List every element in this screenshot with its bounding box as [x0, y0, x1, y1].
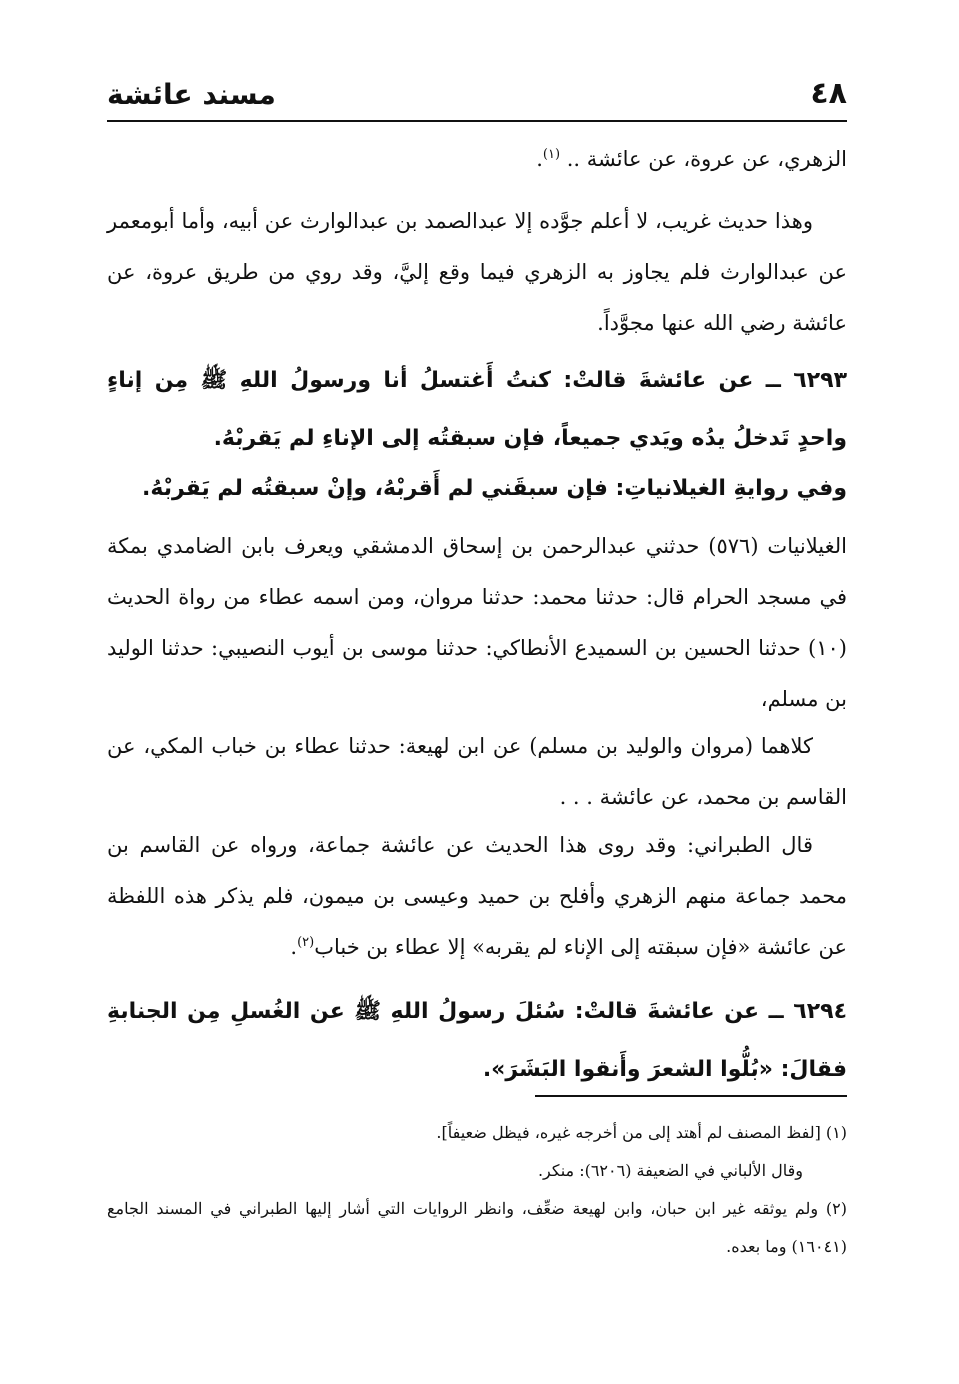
paragraph-chain: كلاهما (مروان والوليد بن مسلم) عن ابن لهيعة: حدثنا عطاء بن خباب المكي، عن القاسم بن محمد، عن عائشة . . . [107, 734, 847, 809]
paragraph-tabarani-text: قال الطبراني: وقد روى هذا الحديث عن عائشة جماعة، ورواه عن القاسم بن محمد جماعة منهم الزهري وأفلح بن حميد وعيسى بن ميمون، فلم يذكر هذه اللفظة عن عائشة «فإن سبقته إلى الإناء لم يقربه» إلا عطاء بن خباب [107, 833, 847, 959]
footnote-1-line-1: (١) [لفظ المصنف لم أهتد إلى من أخرجه غيره، فيظل ضعيفاً]. [436, 1123, 847, 1142]
paragraph-isnad: الغيلانيات (٥٧٦) حدثني عبدالرحمن بن إسحاق الدمشقي ويعرف بابن الضامدي بمكة في مسجد الحرام قال: حدثنا محمد: حدثنا مروان، ومن اسمه عطاء من رواة الحديث (١٠) حدثنا الحسين بن السميدع الأنطاكي: حدثنا موسى بن أيوب النصيبي: حدثنا الوليد بن مسلم، [107, 534, 848, 711]
paragraph-continuation-text: الزهري، عن عروة، عن عائشة .. [566, 147, 847, 171]
footnote-1-line-2: وقال الألباني في الضعيفة (٦٢٠٦): منكر. [537, 1161, 803, 1180]
footnote-divider [535, 1095, 847, 1097]
page-header [107, 72, 847, 122]
paragraph-commentary: وهذا حديث غريب، لا أعلم جوَّده إلا عبدالصمد بن عبدالوارث عن أبيه، وأما أبومعمر عن عبدالوارث فلم يجاوز به الزهري فيما وقع إليَّ، وقد روي من طريق عروة، عن عائشة رضي الله عنها مجوَّداً. [107, 209, 847, 335]
ghaylaniyat-variant: وفي روايةِ الغيلانياتِ: فإن سبقَني لم أَقربْهُ، وإنْ سبقتُه لم يَقربْهُ. [142, 476, 847, 501]
paragraph-tabarani: قال الطبراني: وقد روى هذا الحديث عن عائشة جماعة، ورواه عن القاسم بن محمد جماعة منهم الزهري وأفلح بن حميد وعيسى بن ميمون، فلم يذكر هذه اللفظة عن عائشة «فإن سبقته إلى الإناء لم يقربه» إلا عطاء بن خباب$^{(٢)}$. [107, 833, 847, 959]
footnote-ref-1: (١) [542, 147, 561, 162]
paragraph-continuation: الزهري، عن عروة، عن عائشة .. $^{(١)}$. [536, 147, 847, 171]
footnote-ref-2: (٢) [297, 935, 315, 950]
hadith-6293: ٦٢٩٣ ــ عن عائشةَ قالتْ: كنتُ أَغتسلُ أنا ورسولُ اللهِ ﷺ مِن إناءٍ واحدٍ تَدخلُ يدُه ويَدي جميعاً، فإن سبقتُه إلى الإناءِ لم يَقربْهُ. [107, 368, 847, 451]
footnotes [107, 1114, 847, 1266]
footnote-2: (٢) ولم يوثقه غير ابن حبان، وابن لهيعة ضعِّف، وانظر الروايات التي أشار إليها الطبراني في المسند الجامع (١٦٠٤١) وما بعده. [107, 1199, 847, 1256]
hadith-6294: ٦٢٩٤ ــ عن عائشةَ قالتْ: سُئلَ رسولُ اللهِ ﷺ عن الغُسلِ مِن الجنابةِ فقالَ: «بُلُّوا الشعرَ وأَنقوا البَشَرَ». [107, 999, 847, 1082]
running-title: مسند عائشة [107, 78, 276, 111]
page-number: ٤٨ [810, 76, 847, 111]
